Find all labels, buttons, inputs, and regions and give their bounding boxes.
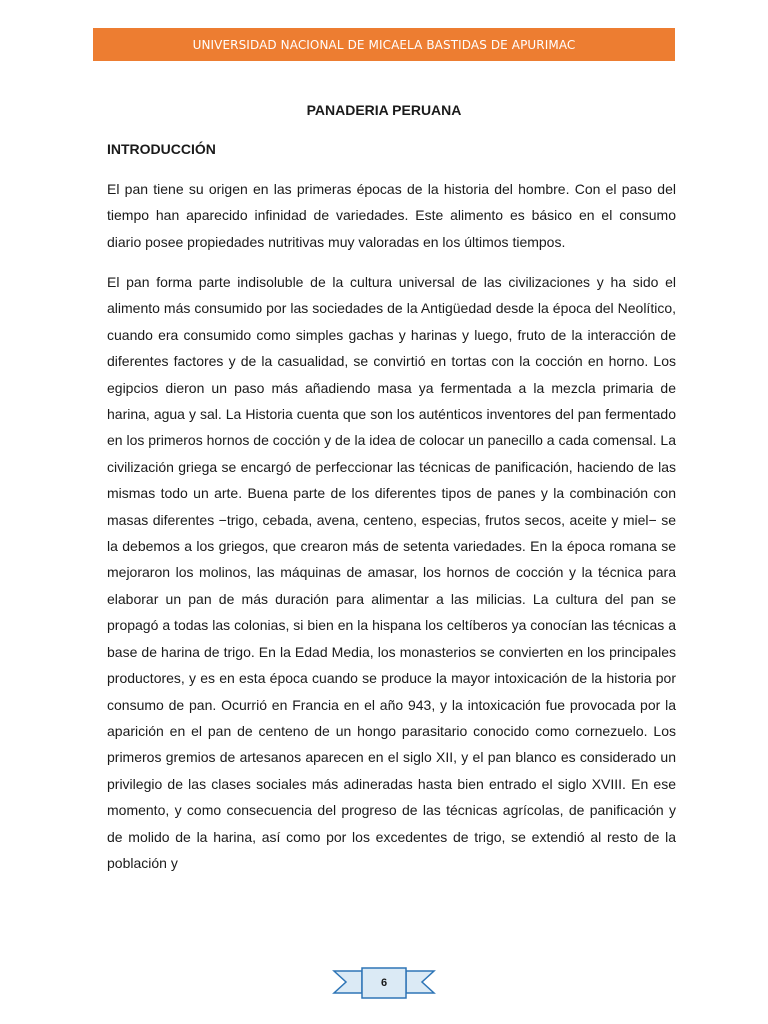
page-number-ribbon	[332, 965, 436, 1001]
paragraph-2: El pan forma parte indisoluble de la cultura universal de las civilizaciones y ha sido el alimento más consumido por las sociedades de la Antigüedad desde la época del Neolítico, cuando era consumido como simples gachas y harinas y luego, fruto de la interacción de diferentes factores y de la casualidad, se convirtió en tortas con la cocción en horno. Los egipcios dieron un paso más añadiendo masa ya fermentada a la mezcla primaria de harina, agua y sal. La Historia cuenta que son los auténticos inventores del pan fermentado en los primeros hornos de cocción y de la idea de colocar un panecillo a cada comensal. La civilización griega se encargó de perfeccionar las técnicas de panificación, haciendo de las mismas todo un arte. Buena parte de los diferentes tipos de panes y la combinación con masas diferentes −trigo, cebada, avena, centeno, especias, frutos secos, aceite y miel− se la debemos a los griegos, que crearon más de setenta variedades. En la época romana se mejoraron los molinos, las máquinas de amasar, los hornos de cocción y la técnica para elaborar un pan de más duración para alimentar a las milicias. La cultura del pan se propagó a todas las colonias, si bien en la hispana los celtíberos ya conocían las técnicas a base de harina de trigo. En la Edad Media, los monasterios se convierten en los principales productores, y es en esta época cuando se produce la mayor intoxicación de la historia por consumo de pan. Ocurrió en Francia en el año 943, y la intoxicación fue provocada por la aparición en el pan de centeno de un hongo parasitario conocido como cornezuelo. Los primeros gremios de artesanos aparecen en el siglo XII, y el pan blanco es considerado un privilegio de las clases sociales más adineradas hasta bien entrado el siglo XVIII. En ese momento, y como consecuencia del progreso de las técnicas agrícolas, de panificación y de molido de la harina, así como por los excedentes de trigo, se extendió al resto de la población y	[107, 274, 676, 871]
institution-name: UNIVERSIDAD NACIONAL DE MICAELA BASTIDAS DE APURIMAC	[192, 37, 576, 52]
header-band	[93, 28, 675, 61]
section-heading: INTRODUCCIÓN	[107, 141, 216, 157]
page-number: 6	[380, 977, 388, 989]
paragraph-1: El pan tiene su origen en las primeras épocas de la historia del hombre. Con el paso del tiempo han aparecido infinidad de variedades. Este alimento es básico en el consumo diario posee propiedades nutritivas muy valoradas en los últimos tiempos.	[107, 181, 676, 250]
document-title: PANADERIA PERUANA	[306, 102, 462, 118]
